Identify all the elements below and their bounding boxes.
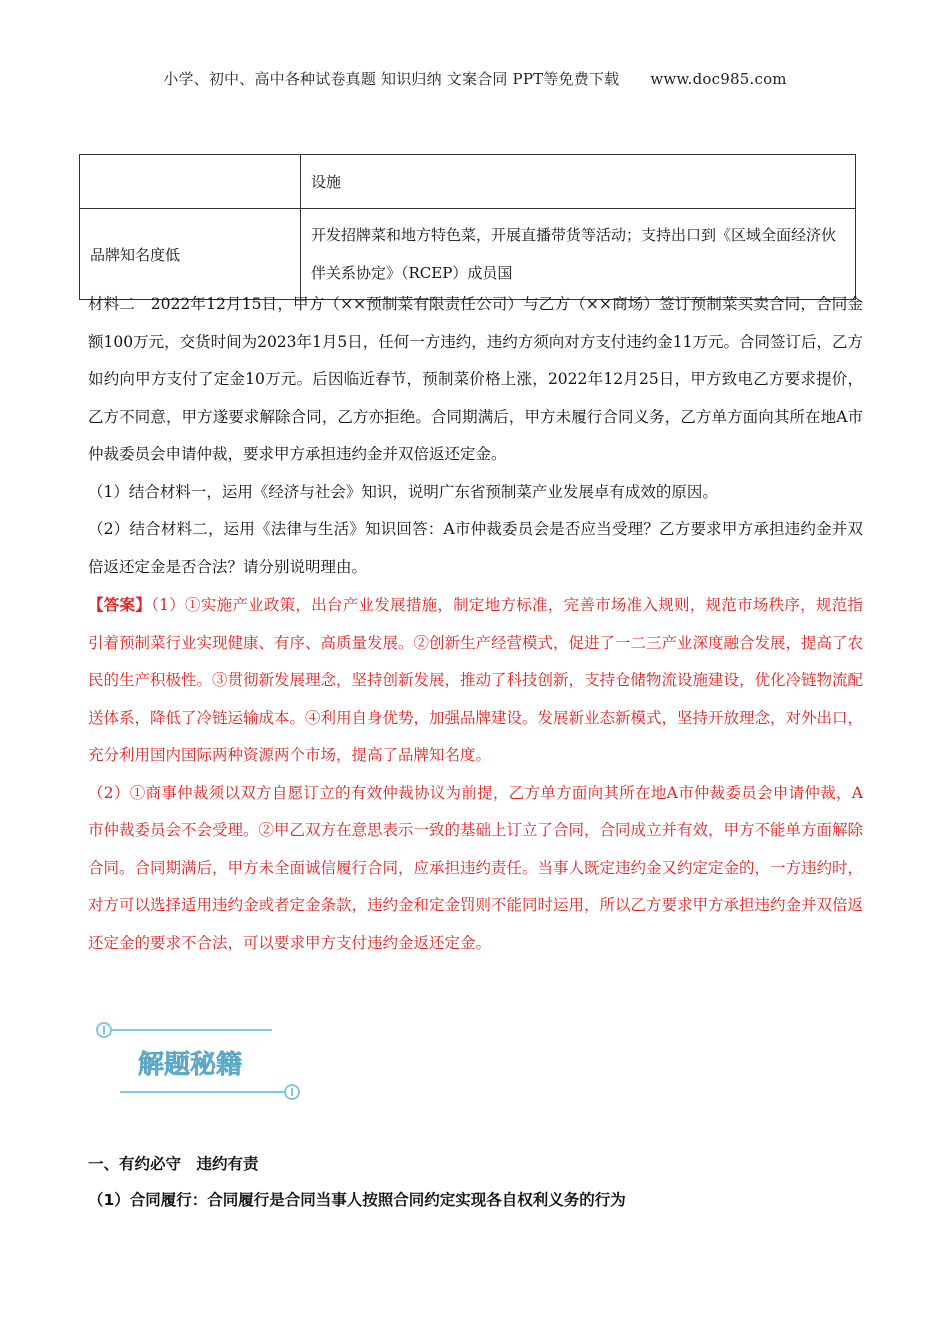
material-2-paragraph: 材料二 2022年12月15日，甲方（××预制菜有限责任公司）与乙方（××商场）签订预制菜买卖合同，合同金额100万元，交货时间为2023年1月5日，任何一方违约，违约方须向对方支付违约金11万元。合同签订后，乙方如约向甲方支付了定金10万元。后因临近春节，预制菜价格上涨，2022年12月25日，甲方致电乙方要求提价，乙方不同意，甲方遂要求解除合同，乙方亦拒绝。合同期满后，甲方未履行合同义务，乙方单方面向其所在地A市仲裁委员会申请仲裁，要求甲方承担违约金并双倍返还定金。 xyxy=(88,295,863,463)
question-2: （2）结合材料二，运用《法律与生活》知识回答：A市仲裁委员会是否应当受理？乙方要求甲方承担违约金并双倍返还定金是否合法？请分别说明理由。 xyxy=(88,520,863,576)
document-body xyxy=(88,286,863,962)
section-heading: 一、有约必守 违约有责 xyxy=(88,1155,259,1173)
badge-title: 解题秘籍 xyxy=(138,1050,243,1080)
table-cell-measure: 设施 xyxy=(301,155,856,209)
header-url[interactable]: www.doc985.com xyxy=(650,70,787,88)
badge-graphic xyxy=(92,1020,312,1108)
section-subheading: （1）合同履行：合同履行是合同当事人按照合同约定实现各自权利义务的行为 xyxy=(88,1191,626,1209)
table-row xyxy=(80,155,856,209)
table-cell-problem xyxy=(80,155,301,209)
measures-table xyxy=(79,154,856,300)
solution-tips-badge xyxy=(92,1020,312,1108)
table-cell-measure: 开发招牌菜和地方特色菜，开展直播带货等活动；支持出口到《区域全面经济伙伴关系协定》（RCEP）成员国 xyxy=(301,209,856,300)
question-1: （1）结合材料一，运用《经济与社会》知识，说明广东省预制菜产业发展卓有成效的原因。 xyxy=(88,482,718,501)
answer-part-1 xyxy=(88,586,863,775)
answer-part-2: （2）①商事仲裁须以双方自愿订立的有效仲裁协议为前提，乙方单方面向其所在地A市仲裁委员会申请仲裁，A市仲裁委员会不会受理。②甲乙双方在意思表示一致的基础上订立了合同，合同成立并有效，甲方不能单方面解除合同。合同期满后，甲方未全面诚信履行合同，应承担违约责任。当事人既定违约金又约定定金的，一方违约时，对方可以选择适用违约金或者定金条款，违约金和定金罚则不能同时运用，所以乙方要求甲方承担违约金并双倍返还定金的要求不合法，可以要求甲方支付违约金返还定金。 xyxy=(88,783,864,952)
header-text: 小学、初中、高中各种试卷真题 知识归纳 文案合同 PPT等免费下载 xyxy=(163,70,620,88)
page-header xyxy=(0,68,950,89)
table-cell-problem: 品牌知名度低 xyxy=(80,209,301,300)
answer-part-1-text: （1）①实施产业政策，出台产业发展措施，制定地方标准，完善市场准入规则，规范市场秩序，规范指引着预制菜行业实现健康、有序、高质量发展。②创新生产经营模式，促进了一二三产业深度融合发展，提高了农民的生产积极性。③贯彻新发展理念，坚持创新发展，推动了科技创新，支持仓储物流设施建设，优化冷链物流配送体系，降低了冷链运输成本。④利用自身优势，加强品牌建设。发展新业态新模式，坚持开放理念，对外出口，充分利用国内国际两种资源两个市场，提高了品牌知名度。 xyxy=(88,596,864,764)
answer-label: 【答案】 xyxy=(88,595,152,614)
